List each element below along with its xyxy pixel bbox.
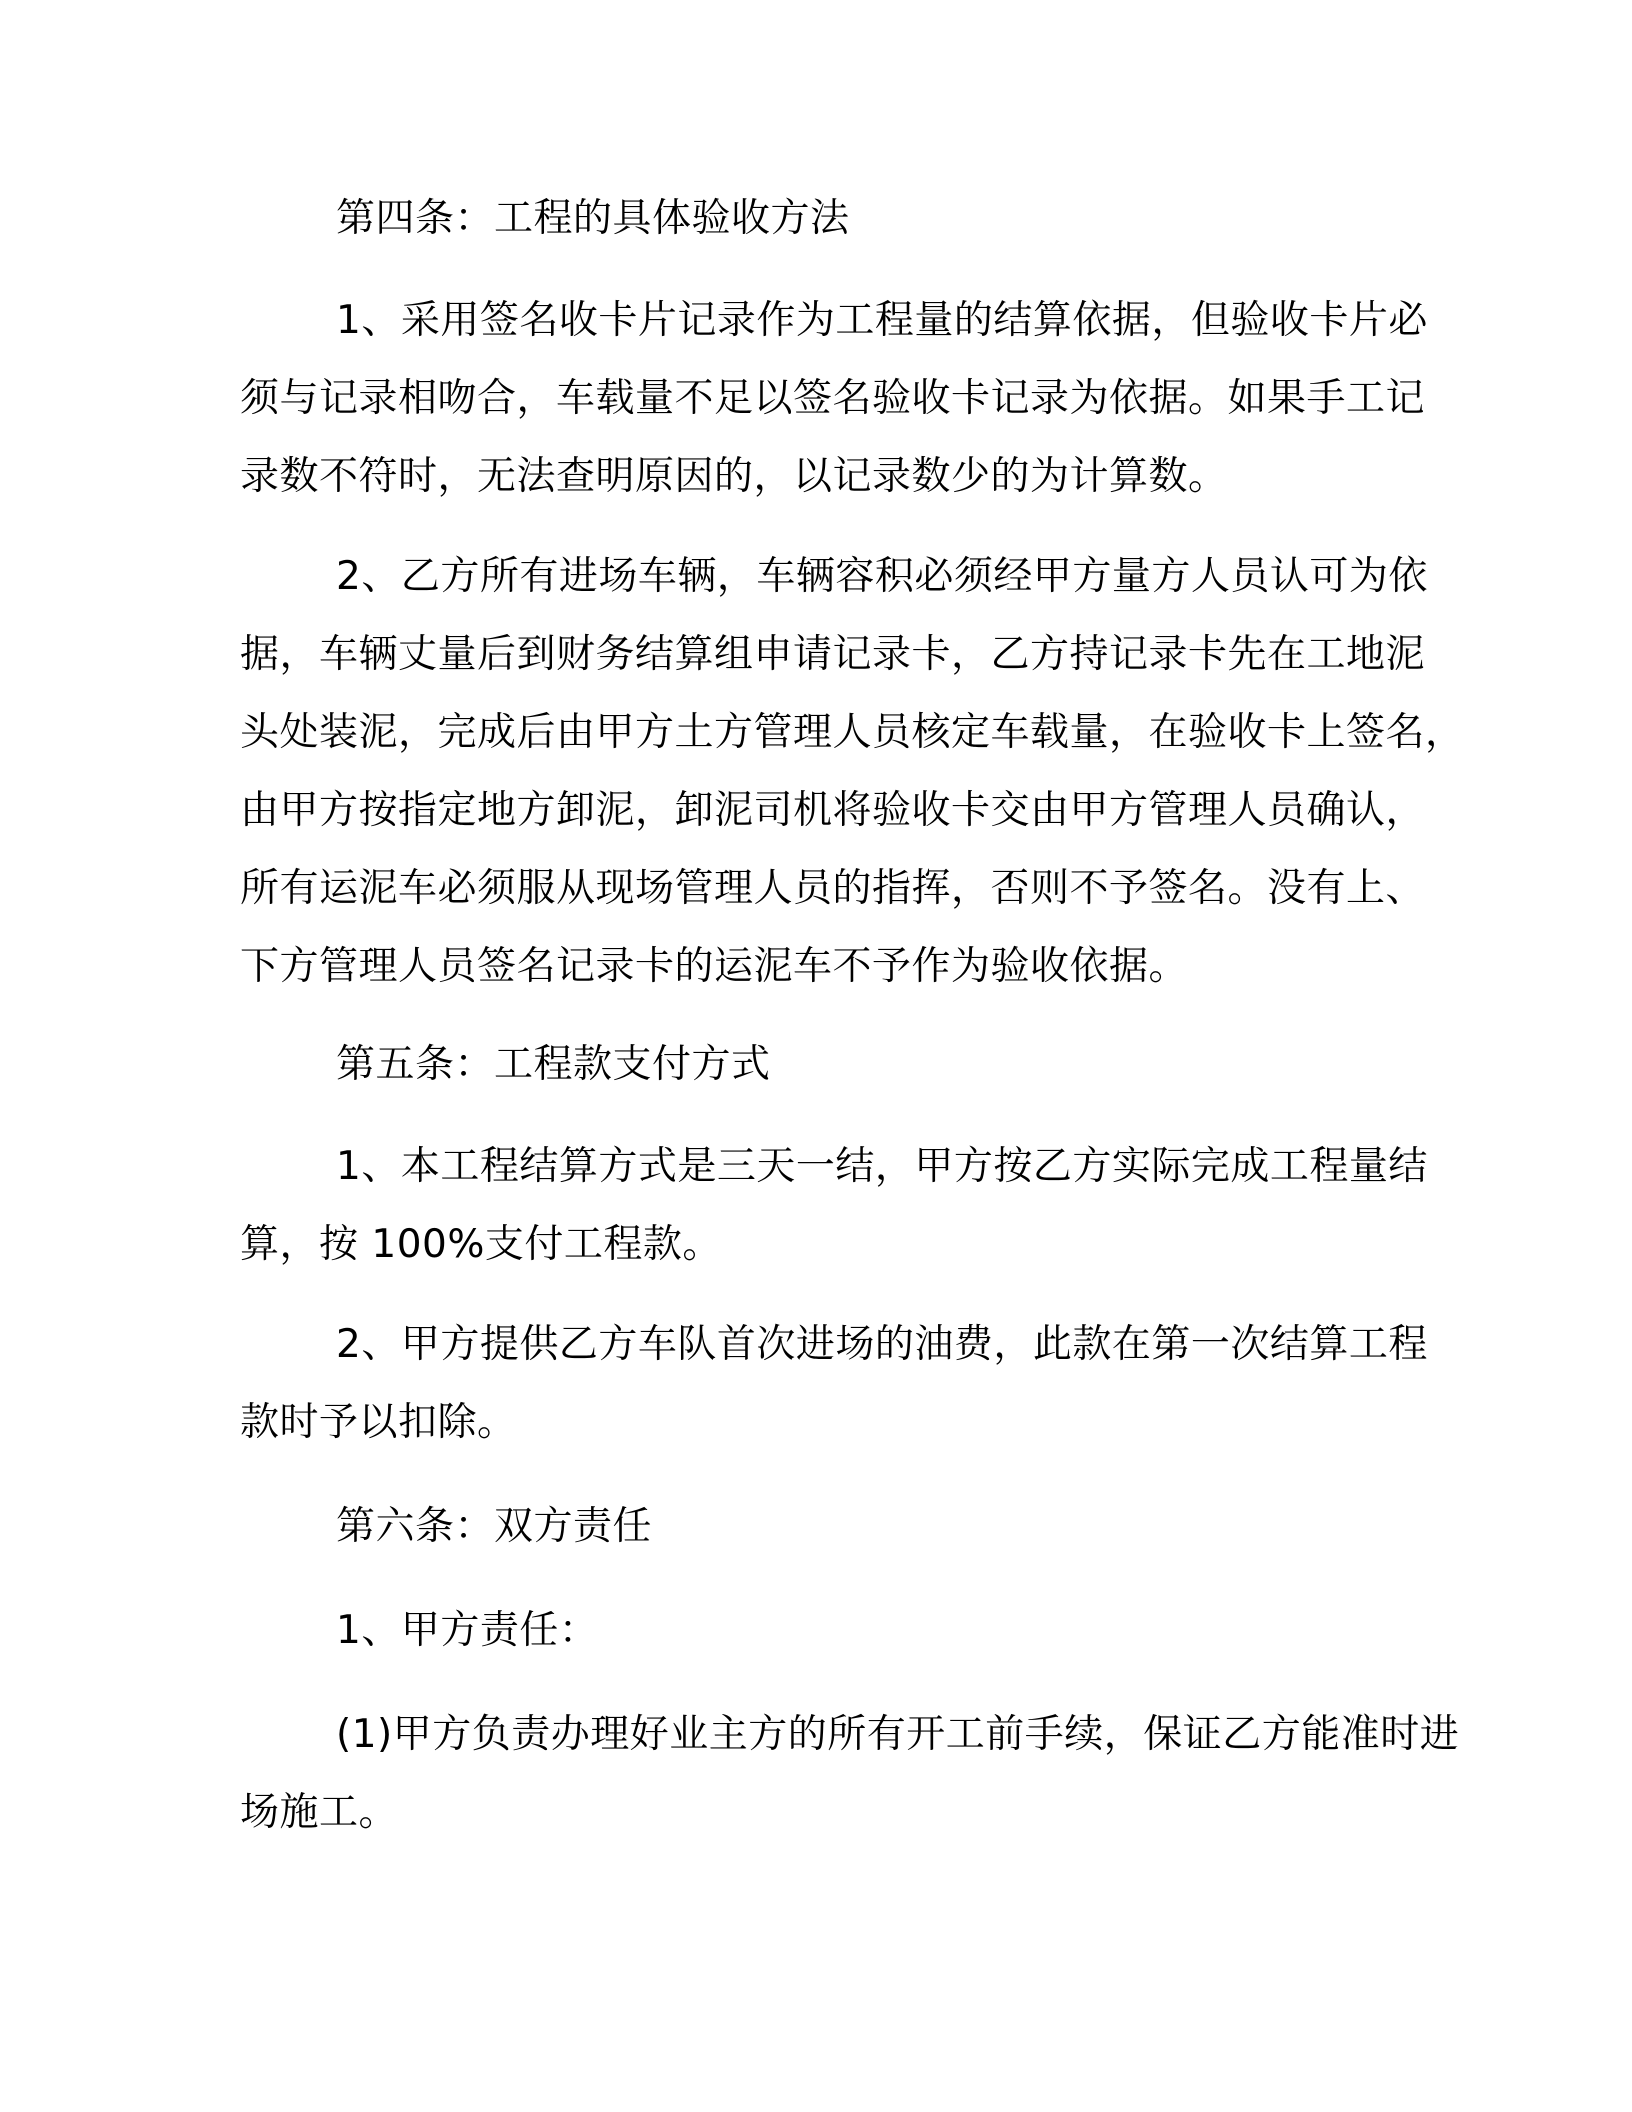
article-4-item-2 xyxy=(240,538,1465,1006)
article-4-item-1 xyxy=(240,282,1428,516)
article-6-heading xyxy=(240,1488,1400,1566)
article-6-item-1-sub-1-line-2: 场施工。 xyxy=(240,1790,399,1835)
article-6-item-1-sub-1 xyxy=(240,1696,1460,1852)
article-4-item-1-line-2: 须与记录相吻合，车载量不足以签名验收卡记录为依据。如果手工记 xyxy=(240,376,1426,421)
article-5-item-2-line-1: 2、甲方提供乙方车队首次进场的油费，此款在第一次结算工程 xyxy=(336,1322,1428,1367)
article-4-item-2-line-1: 2、乙方所有进场车辆，车辆容积必须经甲方量方人员认可为依 xyxy=(336,554,1428,599)
article-4-item-2-line-2: 据，车辆丈量后到财务结算组申请记录卡，乙方持记录卡先在工地泥 xyxy=(240,632,1426,677)
article-6-item-1-heading xyxy=(240,1592,1400,1670)
article-5-item-2-line-2: 款时予以扣除。 xyxy=(240,1400,517,1445)
article-4-item-1-line-1: 1、采用签名收卡片记录作为工程量的结算依据，但验收卡片必 xyxy=(336,298,1428,343)
article-5-heading-text: 第五条：工程款支付方式 xyxy=(336,1042,771,1087)
article-4-item-2-line-6: 下方管理人员签名记录卡的运泥车不予作为验收依据。 xyxy=(240,944,1189,989)
article-5-item-2 xyxy=(240,1306,1428,1462)
article-4-item-2-line-3: 头处装泥，完成后由甲方土方管理人员核定车载量，在验收卡上签名， xyxy=(240,710,1465,755)
article-6-heading-text: 第六条：双方责任 xyxy=(336,1504,653,1549)
article-5-item-1-line-2: 算，按 100%支付工程款。 xyxy=(240,1222,722,1267)
article-5-item-1 xyxy=(240,1128,1428,1284)
article-4-item-1-line-3: 录数不符时，无法查明原因的，以记录数少的为计算数。 xyxy=(240,454,1228,499)
article-5-item-1-line-1: 1、本工程结算方式是三天一结，甲方按乙方实际完成工程量结 xyxy=(336,1144,1428,1189)
article-4-item-2-line-4: 由甲方按指定地方卸泥，卸泥司机将验收卡交由甲方管理人员确认， xyxy=(240,788,1426,833)
article-6-item-1-heading-text: 1、甲方责任： xyxy=(336,1608,599,1653)
article-4-heading xyxy=(240,180,1400,258)
article-4-item-2-line-5: 所有运泥车必须服从现场管理人员的指挥，否则不予签名。没有上、 xyxy=(240,866,1426,911)
article-4-heading-text: 第四条：工程的具体验收方法 xyxy=(336,196,850,241)
article-6-item-1-sub-1-line-1: (1)甲方负责办理好业主方的所有开工前手续，保证乙方能准时进 xyxy=(336,1712,1460,1757)
article-5-heading xyxy=(240,1026,1400,1104)
